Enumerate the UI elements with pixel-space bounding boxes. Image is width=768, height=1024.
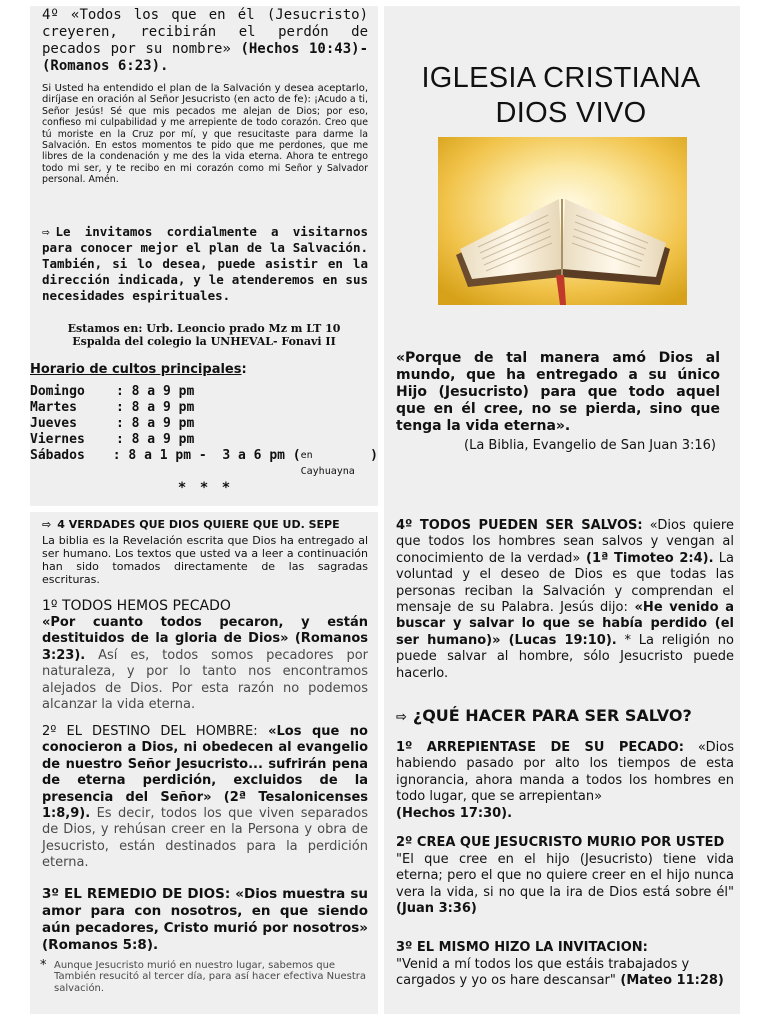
- schedule-table: [30, 384, 378, 477]
- footnote: [40, 960, 376, 994]
- truth-2: [42, 724, 368, 872]
- schedule-time: : 8 a 9 pm: [116, 400, 195, 415]
- schedule-title-text: Horario de cultos principales: [30, 362, 242, 377]
- prayer-block: [42, 83, 368, 186]
- truth-4-note: * La religión no puede salvar al hombre, sólo Jesucristo puede hacerlo.: [396, 632, 734, 681]
- truth-4: [396, 518, 734, 682]
- truth-2-title: 2º EL DESTINO DEL HOMBRE:: [42, 724, 258, 739]
- open-bible-image: [438, 137, 687, 305]
- schedule-note: en Cayhuayna: [300, 450, 355, 477]
- schedule-day: Domingo: [30, 384, 85, 399]
- step-2-title: 2º CREA QUE JESUCRISTO MURIO POR USTED: [396, 835, 725, 850]
- step-2: [396, 852, 734, 918]
- step-3-title: 3º EL MISMO HIZO LA INVITACION:: [396, 940, 648, 955]
- truth-4-verse: «Dios quiere que todos los hombres sean salvos y vengan al conocimiento de la verdad»: [396, 518, 734, 566]
- truths-intro: La biblia es la Revelación escrita que Dios ha entregado al ser humano. Los textos que usted va a leer a continuación han sido tomados directamente de las sagradas escrituras.: [42, 534, 368, 586]
- address-line-1: Estamos en: Urb. Leoncio prado Mz m LT 10: [67, 322, 341, 335]
- schedule-time: : 8 a 1 pm - 3 a 6 pm (: [112, 448, 301, 463]
- schedule-day: Martes: [30, 400, 77, 415]
- truth-4-continued: [42, 7, 368, 75]
- truth-1-title: 1º TODOS HEMOS PECADO: [42, 598, 231, 614]
- church-title-line-2: DIOS VIVO: [495, 97, 647, 129]
- how-to-be-saved-heading: [396, 706, 736, 728]
- schedule-day: Sábados: [30, 448, 85, 463]
- schedule-row: [30, 384, 378, 400]
- truths-heading-text: 4 VERDADES QUE DIOS QUIERE QUE UD. SEPE: [57, 518, 340, 531]
- truths-heading: [42, 518, 372, 531]
- truth-1-body: [42, 615, 368, 713]
- footnote-text: Aunque Jesucristo murió en nuestro lugar, sabemos que También resucitó al tercer día, para así hacer efectiva Nuestra salvación.: [54, 960, 366, 994]
- step-2-verse: "El que cree en el hijo (Jesucristo) tiene vida eterna; pero el que no quiere creer en el hijo nunca vera la vida, si no que la ira de Dios está sobre él": [396, 852, 734, 900]
- arrow-right-icon: ⇨: [42, 224, 50, 239]
- arrow-right-icon: ⇨: [396, 710, 407, 725]
- schedule-row: [30, 416, 378, 432]
- truth-4-text: 4º «Todos los que en él (Jesucristo) creyeren, recibirán el perdón de pecados por su nombre»: [42, 7, 368, 57]
- step-3-ref: (Mateo 11:28): [615, 973, 724, 989]
- step-1: [396, 740, 734, 822]
- section-separator: * * *: [178, 480, 230, 496]
- prayer-text: ¡Acudo a ti, Señor Jesús! Sé que mis pecados me alejan de Dios; por eso, confieso mi culpabilidad y me arrepiente de todo corazón. Creo que tú moriste en la Cruz por mí, y que resucitaste para darme la Salvación. En estos momentos te pido que me perdones, que me libres de la condenación y me des la vida eterna. Ahora te entrego todo mi ser, y te recibo en mi corazón como mi Señor y Salvador personal. Amén.: [42, 94, 368, 186]
- invitation-text: Le invitamos cordialmente a visitarnos para conocer mejor el plan de la Salvación. También, si lo desea, puede asistir en la dirección indicada, y le atenderemos en sus necesidades espirituales.: [42, 224, 368, 303]
- schedule-row: Sábados : 8 a 1 pm - 3 a 6 pm ( en Cayhuayna ): [30, 448, 378, 477]
- footnote-marker: *: [40, 958, 47, 973]
- truth-4-explanation: La voluntad y el deseo de Dios es que todas las personas reciban la Salvación y comprendan el mensaje de su Palabra. Jesús dijo:: [396, 550, 734, 616]
- john-3-16-reference: (La Biblia, Evangelio de San Juan 3:16): [464, 438, 716, 453]
- truth-1-verse: «Por cuanto todos pecaron, y están destituidos de la gloria de Dios» (Romanos 3:23).: [42, 615, 368, 663]
- john-3-16-quote: «Porque de tal manera amó Dios al mundo, que ha entregado a su único Hijo (Jesucristo) para que todo aquel que en él cree, no se pierda, sino que tenga la vida eterna».: [396, 350, 720, 434]
- step-3-verse: "Venid a mí todos los que estáis trabajados y cargados y yo os hare descansar": [396, 957, 690, 989]
- truth-3: [42, 886, 368, 954]
- schedule-day: Viernes: [30, 432, 85, 447]
- step-1-title: 1º ARREPIENTASE DE SU PECADO:: [396, 740, 684, 755]
- schedule-title: Horario de cultos principales:: [30, 362, 247, 377]
- schedule-row: [30, 400, 378, 416]
- step-1-ref: (Hechos 17:30).: [396, 805, 513, 821]
- schedule-row: [30, 432, 378, 448]
- church-title-line-1: IGLESIA CRISTIANA: [421, 62, 701, 94]
- truth-1-explanation: Así es, todos somos pecadores por naturaleza, y por lo tanto nos encontramos alejados de Dios. Por esta razón no podemos alcanzar la vida eterna.: [42, 647, 368, 713]
- schedule-time: : 8 a 9 pm: [116, 416, 195, 431]
- truth-4-jesus-quote: «He venido a buscar y salvar lo que se había perdido (el ser humano)» (Lucas 19:10).: [396, 600, 734, 648]
- schedule-day: Jueves: [30, 416, 77, 431]
- how-to-be-saved-title: ¿QUÉ HACER PARA SER SALVO?: [412, 706, 692, 725]
- invitation: [42, 224, 368, 304]
- schedule-time: : 8 a 9 pm: [116, 432, 195, 447]
- truth-4-ref: (Hechos 10:43)-(Romanos 6:23).: [42, 41, 369, 74]
- prayer-intro: Si Usted ha entendido el plan de la Salvación y desea aceptarlo, diríjase en oración al Señor Jesucristo (en acto de fe):: [42, 83, 368, 106]
- schedule-time: : 8 a 9 pm: [116, 384, 195, 399]
- truth-3-title: 3º EL REMEDIO DE DIOS:: [42, 886, 231, 902]
- arrow-right-icon: ⇨: [42, 518, 52, 531]
- step-2-ref: (Juan 3:36): [396, 901, 477, 917]
- step-3: [396, 957, 736, 990]
- truth-3-verse: «Dios muestra su amor para con nosotros, en que siendo aún pecadores, Cristo murió por nosotros» (Romanos 5:8).: [42, 886, 368, 953]
- step-1-verse: «Dios habiendo pasado por alto los tiempos de esta ignorancia, ahora manda a todos los hombres en todo lugar, que se arrepientan»: [396, 740, 734, 805]
- truth-2-explanation: Es decir, todos los que viven separados de Dios, y rehúsan creer en la Persona y obra de Jesucristo, están destinados para la perdición eterna.: [42, 806, 368, 871]
- address: [30, 322, 378, 348]
- address-line-2: Espalda del colegio la UNHEVAL- Fonavi II: [72, 335, 336, 348]
- truth-2-verse: «Los que no conocieron a Dios, ni obedecen al evangelio de nuestro Señor Jesucristo... sufrirán pena de eterna perdición, excluidos de la presencia del Señor» (2ª Tesalonicenses 1:8,9).: [42, 724, 368, 822]
- truth-4-title: 4º TODOS PUEDEN SER SALVOS:: [396, 518, 643, 533]
- truth-4-ref: (1ª Timoteo 2:4).: [580, 550, 714, 566]
